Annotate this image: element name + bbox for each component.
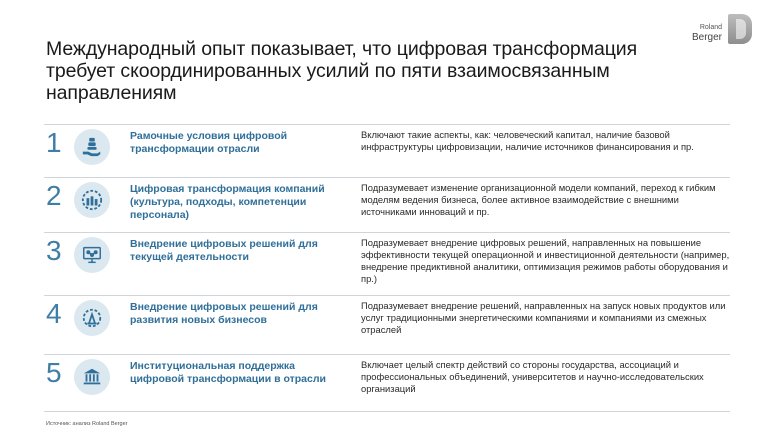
direction-row-3: [44, 233, 730, 296]
row-description: Включают такие аспекты, как: человеческий капитал, наличие базовой инфраструктуры цифровизации, наличие источников финансирования и пр.: [361, 129, 694, 152]
row-heading: Внедрение цифровых решений для развития новых бизнесов: [130, 301, 318, 326]
logo-text: [692, 24, 722, 43]
logo-mark-icon: [728, 14, 752, 44]
row-number: 4: [46, 298, 62, 329]
row-heading: Внедрение цифровых решений для текущей деятельности: [130, 238, 318, 263]
directions-list: [44, 124, 730, 412]
company-logo: [692, 14, 752, 44]
direction-row-4: [44, 296, 730, 355]
row-number: 3: [46, 235, 62, 266]
direction-row-5: [44, 355, 730, 412]
row-heading: Цифровая трансформация компаний (культура, подходы, компетенции персонала): [130, 183, 325, 221]
logo-line-2: Berger: [691, 32, 722, 43]
row-description: Подразумевает изменение организационной модели компаний, переход к гибким моделям ведения бизнеса, более активное взаимодействие с внешними источниками инноваций и пр.: [361, 182, 716, 217]
logo-line-1: Roland: [699, 24, 722, 31]
monitor-network-icon: [74, 237, 110, 273]
direction-row-2: [44, 178, 730, 233]
slide-title: Международный опыт показывает, что цифровая трансформация требует скоординированных усилий по пяти взаимосвязанным направлениям: [46, 38, 638, 104]
row-heading: Рамочные условия цифровой трансформации отрасли: [130, 130, 288, 155]
direction-row-1: [44, 124, 730, 178]
row-number: 1: [46, 127, 62, 158]
institution-building-icon: [74, 359, 110, 395]
source-note: Источник: анализ Roland Berger: [46, 421, 128, 427]
row-description: Включает целый спектр действий со стороны государства, ассоциаций и профессиональных объединений, университетов и научно-исследовательских организаций: [361, 359, 704, 394]
oil-rig-gear-icon: [74, 300, 110, 336]
row-description: Подразумевает внедрение цифровых решений, направленных на повышение эффективности текущей операционной и инвестиционной деятельности (например, внедрение предиктивной аналитики, оптимизация режимов работы оборудования и пр.): [361, 237, 730, 284]
hand-money-icon: [74, 129, 110, 165]
row-number: 2: [46, 180, 62, 211]
row-heading: Институциональная поддержка цифровой трансформации в отрасли: [130, 360, 326, 385]
factory-gear-icon: [74, 182, 110, 218]
row-number: 5: [46, 357, 62, 388]
row-description: Подразумевает внедрение решений, направленных на запуск новых продуктов или услуг традиционными энергетическими компаниями и компаниями из смежных отраслей: [361, 300, 726, 335]
